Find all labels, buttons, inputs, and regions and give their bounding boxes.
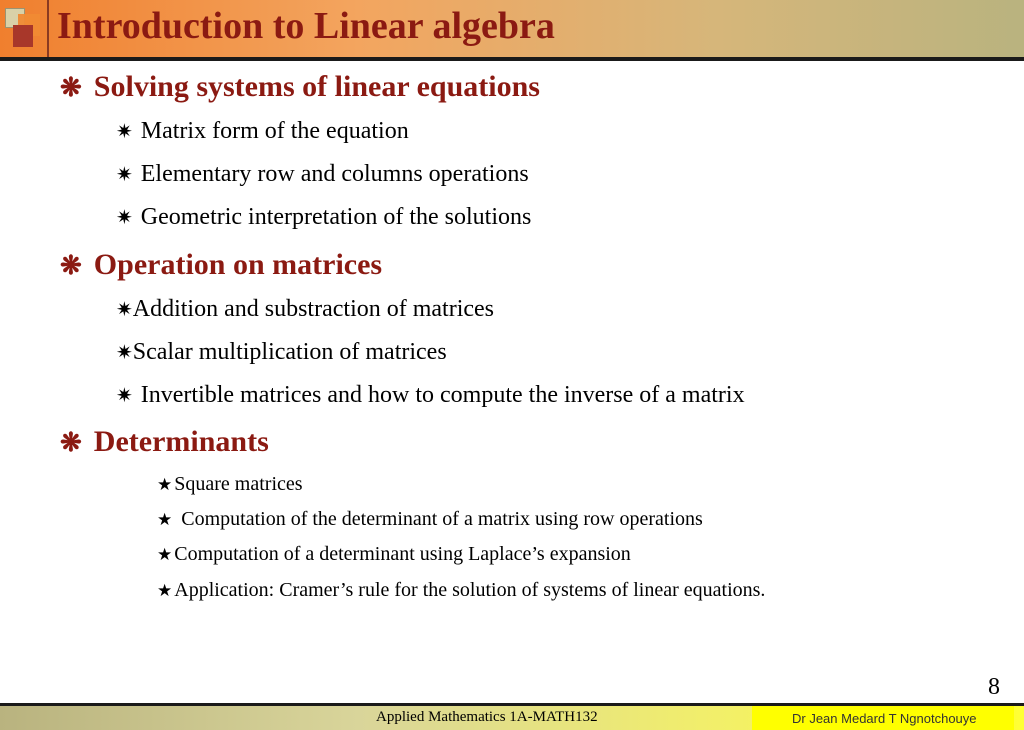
- star-bullet-icon: ★: [157, 581, 173, 600]
- slide-title: Introduction to Linear algebra: [57, 5, 555, 47]
- star-bullet-icon: ✷: [116, 164, 133, 186]
- section-heading: [60, 425, 269, 459]
- list-item: [116, 161, 529, 188]
- section-heading-text: Determinants: [93, 425, 269, 458]
- footer-course: Applied Mathematics 1A-MATH132: [376, 709, 598, 725]
- list-item-text: Application: Cramer’s rule for the solution of systems of linear equations.: [174, 579, 766, 601]
- list-item-text: Computation of the determinant of a matrix using row operations: [181, 508, 703, 530]
- star-bullet-icon: ✷: [116, 121, 133, 143]
- list-item-text: Addition and substraction of matrices: [132, 296, 495, 322]
- list-item: [116, 118, 409, 145]
- list-item-text: Elementary row and columns operations: [140, 161, 529, 187]
- star-bullet-icon: ✷: [116, 385, 133, 407]
- list-item: [116, 382, 745, 409]
- star-bullet-icon: ★: [157, 510, 173, 529]
- star-bullet-icon: ✷: [116, 342, 133, 364]
- section-heading-text: Solving systems of linear equations: [93, 70, 540, 103]
- page-number: 8: [988, 674, 1000, 700]
- flower-bullet-icon: ❋: [60, 428, 82, 457]
- list-item-text: Computation of a determinant using Laplace’s expansion: [174, 543, 631, 565]
- flower-bullet-icon: ❋: [60, 251, 82, 280]
- list-item: [157, 543, 631, 566]
- list-item: [157, 508, 703, 531]
- footer-author-box: [752, 706, 1014, 730]
- star-bullet-icon: ★: [157, 475, 173, 494]
- flower-bullet-icon: ❋: [60, 73, 82, 102]
- section-heading: [60, 248, 382, 282]
- footer: [0, 706, 1024, 730]
- list-item: [157, 473, 303, 496]
- list-item-text: Invertible matrices and how to compute the inverse of a matrix: [140, 382, 745, 408]
- list-item-text: Geometric interpretation of the solutions: [140, 204, 532, 230]
- list-item-text: Matrix form of the equation: [140, 118, 409, 144]
- list-item: [116, 204, 531, 231]
- list-item: [157, 579, 765, 602]
- star-bullet-icon: ✷: [116, 299, 133, 321]
- list-item: [116, 296, 494, 323]
- star-bullet-icon: ★: [157, 545, 173, 564]
- list-item: [116, 339, 447, 366]
- list-item-text: Scalar multiplication of matrices: [132, 339, 447, 365]
- list-item-text: Square matrices: [174, 473, 303, 495]
- section-heading: [60, 70, 540, 104]
- section-heading-text: Operation on matrices: [93, 248, 383, 281]
- star-bullet-icon: ✷: [116, 207, 133, 229]
- footer-author: Dr Jean Medard T Ngnotchouye: [792, 711, 977, 726]
